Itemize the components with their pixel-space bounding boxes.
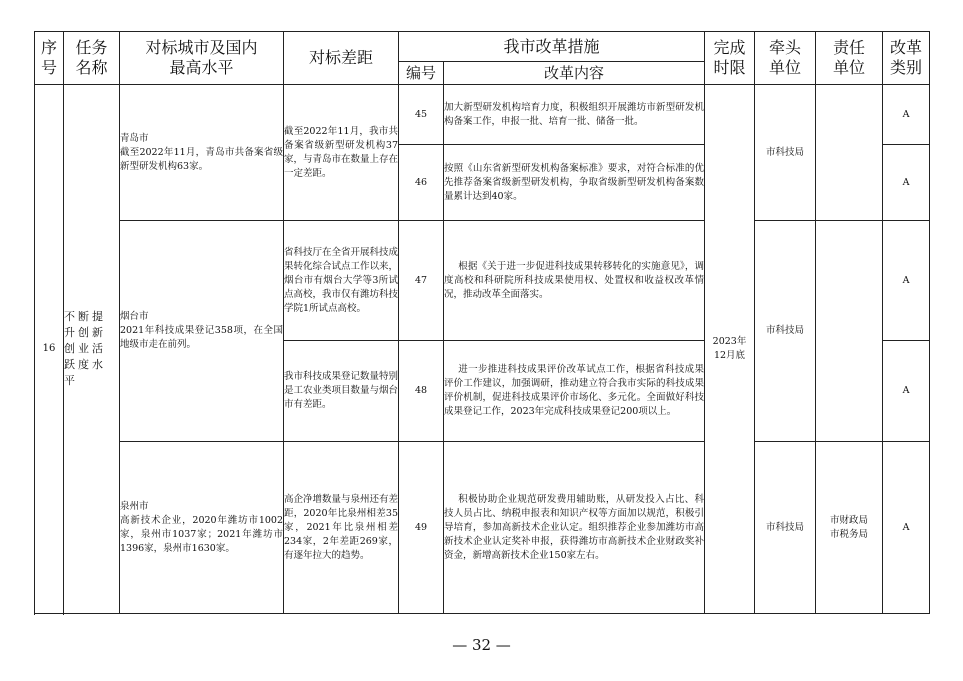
header-gap: 对标差距 [284, 32, 399, 85]
header-resp: 责任单位 [816, 32, 883, 85]
num-cell: 46 [399, 145, 444, 221]
resp-unit: 市财政局 [830, 514, 869, 526]
num-cell: 47 [399, 221, 444, 341]
type-cell: A [883, 442, 930, 614]
table-row [35, 221, 930, 341]
gap-cell: 省科技厅在全省开展科技成果转化综合试点工作以来，烟台市有烟台大学等3所试点高校，我市仅有潍坊科技学院1所试点高校。 [284, 221, 399, 341]
lead-cell: 市科技局 [755, 85, 816, 221]
header-type: 改革类别 [883, 32, 930, 85]
seq-cell: 16 [35, 85, 64, 614]
resp-cell [816, 442, 883, 614]
type-cell: A [883, 221, 930, 341]
gap-cell: 我市科技成果登记数量特别是工农业类项目数量与烟台市有差距。 [284, 341, 399, 442]
header-num: 编号 [399, 62, 444, 85]
type-cell: A [883, 85, 930, 145]
num-cell: 48 [399, 341, 444, 442]
header-lead: 牵头单位 [755, 32, 816, 85]
header-measures: 我市改革措施 [399, 32, 705, 62]
gap-cell: 截至2022年11月，我市共备案省级新型研发机构37家，与青岛市在数量上存在一定差距。 [284, 85, 399, 221]
type-cell: A [883, 145, 930, 221]
reform-table [34, 31, 930, 614]
benchmark-detail: 2021年科技成果登记358项，在全国地级市走在前列。 [120, 325, 283, 350]
content-cell: 根据《关于进一步促进科技成果转移转化的实施意见》，调度高校和科研院所科技成果使用权、处置权和收益权改革情况，推动改革全面落实。 [444, 221, 705, 341]
content-cell: 加大新型研发机构培育力度，积极组织开展潍坊市新型研发机构备案工作，申报一批、培育一批、储备一批。 [444, 85, 705, 145]
header-content: 改革内容 [444, 62, 705, 85]
content-cell: 进一步推进科技成果评价改革试点工作，根据省科技成果评价工作建议，加强调研，推动建立符合我市实际的科技成果评价机制，促进科技成果评价市场化、多元化。全面做好科技成果登记工作，2023年完成科技成果登记200项以上。 [444, 341, 705, 442]
table-row [35, 442, 930, 614]
benchmark-detail: 截至2022年11月，青岛市共备案省级新型研发机构63家。 [120, 146, 283, 172]
type-cell: A [883, 341, 930, 442]
page-number: — 32 — [452, 636, 511, 654]
content-cell: 积极协助企业规范研发费用辅助账，从研发投入占比、科技人员占比、纳税申报表和知识产权等方面加以规范，积极引导培育，参加高新技术企业认定。组织推荐企业参加潍坊市高新技术企业认定奖补申报，获得潍坊市高新技术企业财政奖补资金，新增高新技术企业150家左右。 [444, 442, 705, 614]
header-seq: 序号 [35, 32, 64, 85]
benchmark-cell [120, 85, 284, 221]
lead-cell: 市科技局 [755, 442, 816, 614]
content-cell: 按照《山东省新型研发机构备案标准》要求，对符合标准的优先推荐备案省级新型研发机构，争取省级新型研发机构备案数量累计达到40家。 [444, 145, 705, 221]
benchmark-city: 青岛市 [120, 132, 149, 144]
header-row-1 [35, 32, 930, 62]
deadline-cell: 2023年12月底 [705, 85, 755, 614]
lead-cell: 市科技局 [755, 221, 816, 442]
benchmark-city: 泉州市 [120, 500, 149, 512]
table-row [35, 85, 930, 145]
benchmark-city: 烟台市 [120, 311, 149, 322]
benchmark-detail: 高新技术企业，2020年潍坊市1002家，泉州市1037家；2021年潍坊市1396家，泉州市1630家。 [120, 514, 283, 554]
benchmark-cell [120, 442, 284, 614]
benchmark-cell [120, 221, 284, 442]
header-benchmark: 对标城市及国内最高水平 [120, 32, 284, 85]
num-cell: 45 [399, 85, 444, 145]
num-cell: 49 [399, 442, 444, 614]
header-deadline: 完成时限 [705, 32, 755, 85]
gap-cell: 高企净增数量与泉州还有差距，2020年比泉州相差35家，2021年比泉州相差234家，2年差距269家，有逐年拉大的趋势。 [284, 442, 399, 614]
resp-unit: 市税务局 [830, 528, 869, 540]
resp-cell [816, 85, 883, 221]
task-name-cell: 不断提升创新创业活跃度水平 [64, 85, 120, 614]
header-task: 任务名称 [64, 32, 120, 85]
resp-cell [816, 221, 883, 442]
